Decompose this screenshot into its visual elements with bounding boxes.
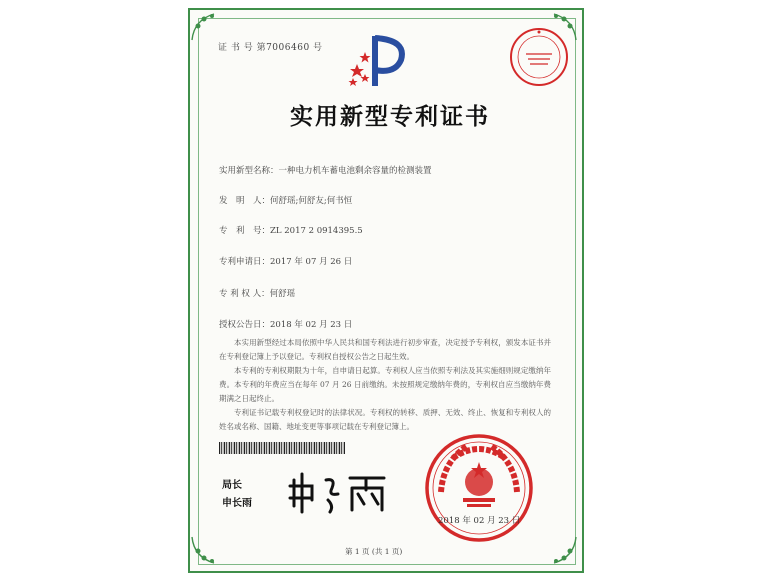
field-label: 授权公告日： [219, 320, 271, 330]
sipo-logo-icon [345, 30, 415, 90]
field-label: 专 利 权 人： [219, 289, 270, 299]
field-patent-number [219, 224, 363, 236]
field-label: 专利申请日： [219, 257, 271, 267]
field-value: ZL 2017 2 0914395.5 [270, 226, 363, 236]
field-label: 发 明 人： [219, 196, 271, 206]
field-value: 何舒瑶;何舒友;何书恒 [270, 196, 353, 206]
field-application-date [219, 255, 352, 267]
director-title: 局长 [222, 480, 242, 491]
legal-paragraph-3: 专利证书记载专利权登记时的法律状况。专利权的转移、质押、无效、终止、恢复和专利权人的姓名或名称、国籍、地址变更等事项记载在专利登记簿上。 [219, 408, 551, 431]
field-utility-model-name [219, 164, 432, 176]
director-signature [288, 470, 388, 514]
field-value: 2017 年 07 月 26 日 [270, 257, 353, 267]
vine-ornament-icon [190, 535, 222, 567]
field-value: 何舒瑶 [269, 289, 296, 299]
field-patentee [219, 287, 295, 299]
field-value: 一种电力机车蓄电池剩余容量的检测装置 [278, 166, 432, 176]
certificate-number: 证 书 号 第7006460 号 [218, 43, 323, 53]
vine-ornament-icon [190, 10, 222, 42]
seal-date: 2018 年 02 月 23 日 [438, 516, 521, 526]
director-name: 申长雨 [222, 498, 252, 509]
field-label: 实用新型名称： [219, 166, 279, 176]
vine-ornament-icon [546, 535, 578, 567]
legal-paragraph-2: 本专利的专利权期限为十年，自申请日起算。专利权人应当依照专利法及其实施细则规定缴纳年费。本专利的年费应当在每年 07 月 26 日前缴纳。未按照规定缴纳年费的，专利权自应当缴纳年费期满之日起终止。 [219, 366, 551, 403]
field-grant-announcement-date [219, 318, 352, 330]
field-label: 专 利 号： [219, 226, 271, 236]
legal-paragraph-1: 本实用新型经过本局依照中华人民共和国专利法进行初步审查，决定授予专利权，颁发本证书并在专利登记簿上予以登记。专利权自授权公告之日起生效。 [219, 338, 551, 361]
page-footer: 第 1 页 (共 1 页) [345, 547, 403, 556]
red-seal-icon [423, 432, 535, 544]
barcode [219, 442, 345, 454]
field-value: 2018 年 02 月 23 日 [270, 320, 353, 330]
certificate-title: 实用新型专利证书 [290, 103, 490, 130]
field-inventor [219, 194, 352, 206]
top-seal-icon [508, 26, 570, 88]
